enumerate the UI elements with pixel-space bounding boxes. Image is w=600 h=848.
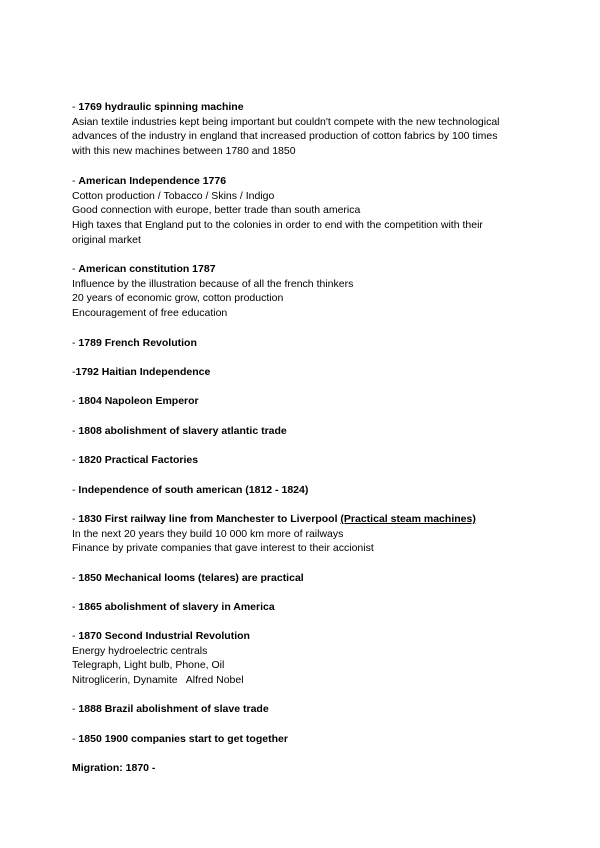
heading-text: 1769 hydraulic spinning machine: [78, 101, 244, 113]
body-line: advances of the industry in england that increased production of cotton fabrics by 100 times: [72, 130, 498, 143]
entry-heading: [72, 262, 532, 277]
dash-prefix: -: [72, 425, 79, 437]
entry-heading: [72, 365, 532, 380]
body-line: Energy hydroelectric centrals: [72, 644, 208, 657]
entry-heading: [72, 761, 532, 776]
dash-prefix: -: [72, 601, 79, 613]
heading-text: Independence of south american (1812 - 1824): [78, 484, 309, 496]
body-line: Influence by the illustration because of all the french thinkers: [72, 277, 354, 290]
dash-prefix: -: [72, 733, 79, 745]
heading-text: 1888 Brazil abolishment of slave trade: [78, 703, 269, 715]
heading-text: American Independence 1776: [78, 175, 227, 187]
dash-prefix: -: [72, 263, 79, 275]
dash-prefix: -: [72, 101, 79, 113]
dash-prefix: -: [72, 630, 79, 642]
heading-text: 1808 abolishment of slavery atlantic trade: [78, 425, 287, 437]
body-line: Nitroglicerin, Dynamite Alfred Nobel: [72, 674, 244, 687]
entry-companies: [72, 732, 532, 747]
entry-1865-slavery: [72, 600, 532, 615]
dash-prefix: -: [72, 337, 79, 349]
heading-text: 1850 1900 companies start to get together: [78, 733, 288, 745]
entry-heading: [72, 571, 532, 586]
heading-text: 1789 French Revolution: [78, 337, 197, 349]
body-line: Finance by private companies that gave interest to their accionist: [72, 542, 374, 555]
underlined-note: (Practical steam machines): [340, 513, 476, 525]
heading-text: 1792 Haitian Independence: [75, 366, 211, 378]
dash-prefix: -: [72, 572, 79, 584]
body-line: original market: [72, 233, 141, 246]
entry-heading: [72, 336, 532, 351]
entry-american-independence: [72, 174, 532, 248]
entry-first-railway: [72, 512, 532, 556]
body-line: In the next 20 years they build 10 000 km more of railways: [72, 527, 344, 540]
body-line: Asian textile industries kept being important but couldn't compete with the new technological: [72, 115, 500, 128]
heading-text: 1804 Napoleon Emperor: [78, 395, 199, 407]
entry-brazil: [72, 702, 532, 717]
dash-prefix: -: [72, 703, 79, 715]
entry-south-american-independence: [72, 483, 532, 498]
heading-text: 1870 Second Industrial Revolution: [78, 630, 250, 642]
body-line: Encouragement of free education: [72, 307, 228, 320]
entry-heading: [72, 732, 532, 747]
entry-migration: [72, 761, 532, 776]
entry-napoleon: [72, 394, 532, 409]
dash-prefix: -: [72, 175, 79, 187]
entry-second-industrial-revolution: [72, 629, 532, 688]
entry-heading: [72, 453, 532, 468]
entry-heading: [72, 702, 532, 717]
body-line: with this new machines between 1780 and 1850: [72, 145, 296, 158]
entry-heading: [72, 174, 532, 189]
dash-prefix: -: [72, 454, 79, 466]
dash-prefix: -: [72, 484, 79, 496]
heading-text: Migration: 1870 -: [72, 762, 156, 774]
entry-haitian-independence: [72, 365, 532, 380]
body-line: Telegraph, Light bulb, Phone, Oil: [72, 659, 225, 672]
entry-heading: [72, 512, 532, 527]
body-line: Good connection with europe, better trade than south america: [72, 204, 361, 217]
entry-mechanical-looms: [72, 571, 532, 586]
heading-text: 1820 Practical Factories: [78, 454, 199, 466]
entry-1808-slavery: [72, 424, 532, 439]
heading-text: 1830 First railway line from Manchester to Liverpool: [78, 513, 341, 525]
heading-text: 1850 Mechanical looms (telares) are practical: [78, 572, 304, 584]
entry-french-revolution: [72, 336, 532, 351]
dash-prefix: -: [72, 513, 79, 525]
entry-heading: [72, 629, 532, 644]
heading-text: American constitution 1787: [78, 263, 216, 275]
entry-heading: [72, 600, 532, 615]
body-line: 20 years of economic grow, cotton production: [72, 292, 284, 305]
dash-prefix: -: [72, 395, 79, 407]
entry-heading: [72, 424, 532, 439]
entry-american-constitution: [72, 262, 532, 321]
dash-prefix: -: [72, 366, 76, 378]
entry-heading: [72, 100, 532, 115]
heading-text: 1865 abolishment of slavery in America: [78, 601, 275, 613]
body-line: Cotton production / Tobacco / Skins / Indigo: [72, 189, 275, 202]
entry-practical-factories: [72, 453, 532, 468]
body-line: High taxes that England put to the colonies in order to end with the competition with their: [72, 219, 483, 232]
entry-heading: [72, 483, 532, 498]
entry-heading: [72, 394, 532, 409]
entry-1769: [72, 100, 532, 159]
